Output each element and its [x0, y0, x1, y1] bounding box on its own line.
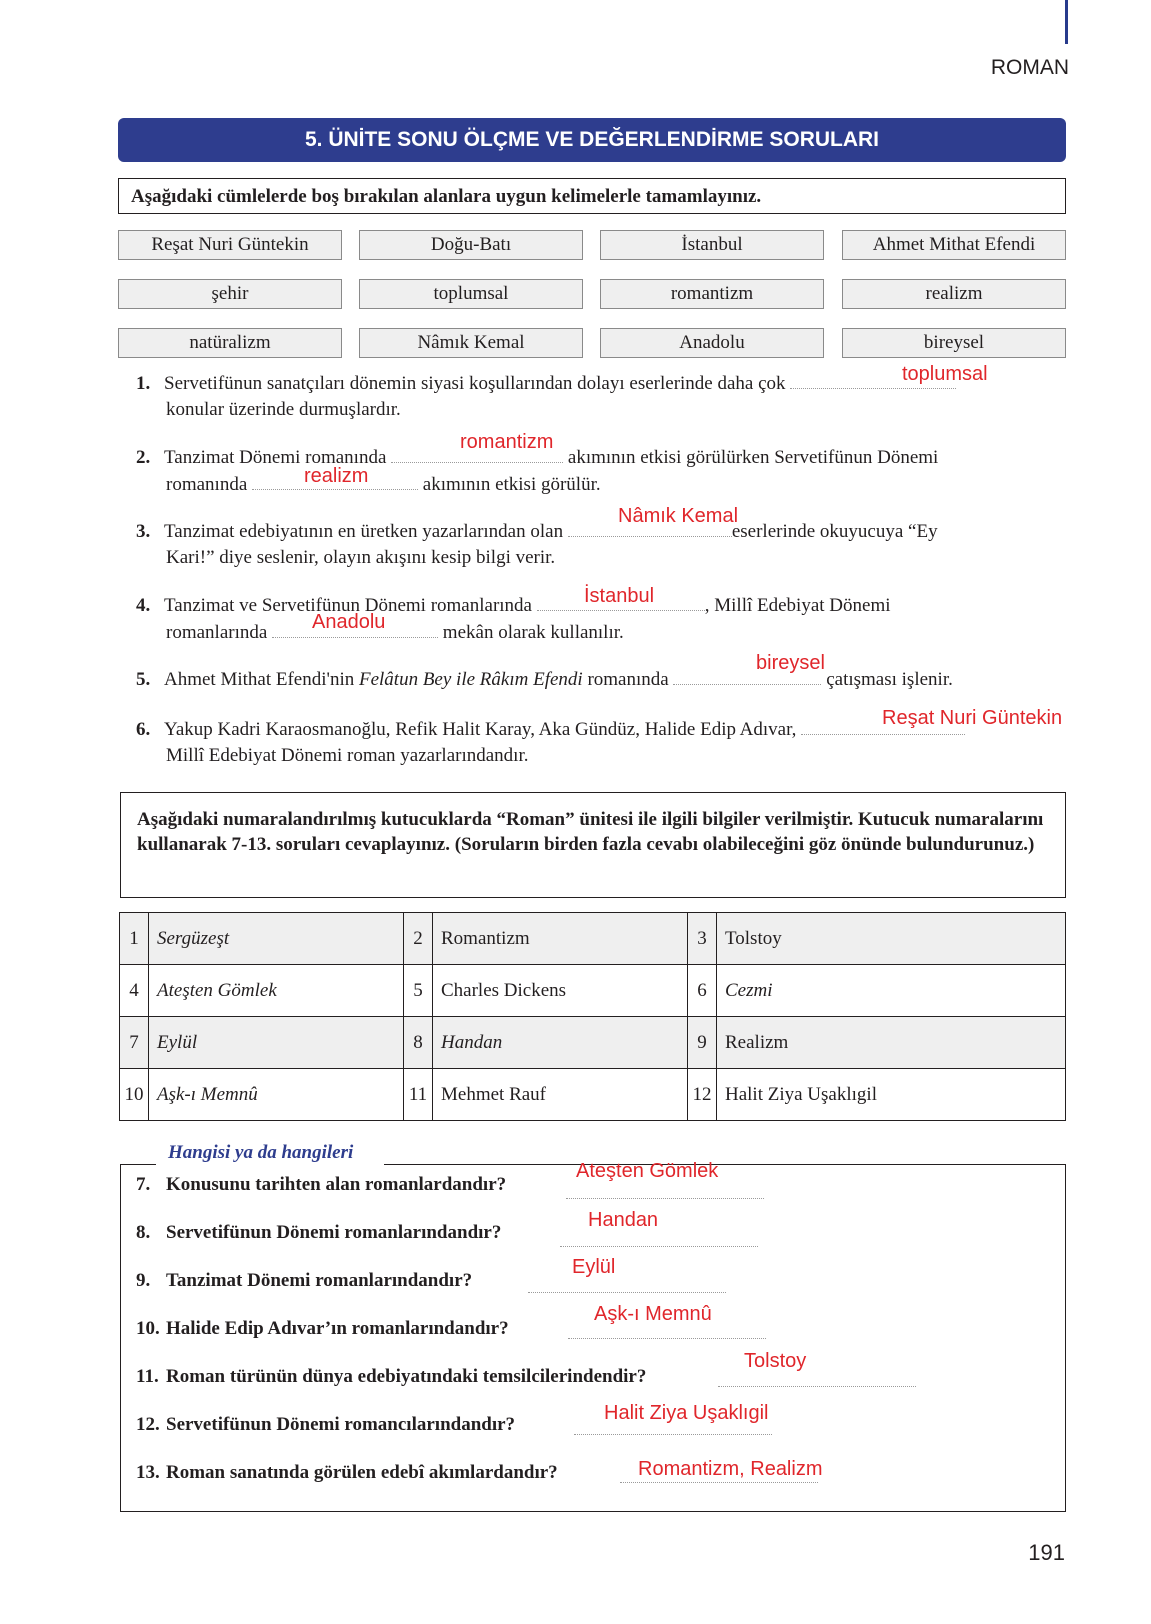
- fill-question-6: [136, 716, 965, 769]
- question-text: konular üzerinde durmuşlardır.: [166, 399, 401, 420]
- question-text: Ahmet Mithat Efendi'nin: [164, 669, 355, 690]
- question-number: 1.: [136, 373, 151, 394]
- handwritten-answer: İstanbul: [584, 585, 655, 607]
- section-title: ROMAN: [990, 56, 1069, 79]
- handwritten-answer: romantizm: [460, 431, 554, 453]
- cell-number: 11: [404, 1069, 433, 1121]
- word-bank-item: realizm: [842, 279, 1066, 309]
- word-bank-item: romantizm: [600, 279, 824, 309]
- word-bank-item: Anadolu: [600, 328, 824, 358]
- question-text: eserlerinde okuyucuya “Ey: [731, 521, 938, 542]
- handwritten-answer: bireysel: [756, 652, 825, 674]
- word-bank-item: Reşat Nuri Güntekin: [118, 230, 342, 260]
- cell-number: 3: [688, 913, 717, 965]
- word-bank-item: İstanbul: [600, 230, 824, 260]
- word-bank-item: Ahmet Mithat Efendi: [842, 230, 1066, 260]
- question-text: Roman türünün dünya edebiyatındaki temsilcilerindendir?: [166, 1366, 647, 1387]
- question-text: Halide Edip Adıvar’ın romanlarındandır?: [166, 1318, 509, 1339]
- question-number: 8.: [136, 1222, 151, 1243]
- cell-text: Romantizm: [433, 913, 688, 965]
- cell-number: 4: [120, 965, 149, 1017]
- question-text: çatışması işlenir.: [826, 669, 953, 690]
- table-row: [120, 913, 1066, 965]
- question-7: [136, 1174, 506, 1196]
- word-bank-item: Nâmık Kemal: [359, 328, 583, 358]
- question-number: 4.: [136, 595, 151, 616]
- cell-text: Handan: [433, 1017, 688, 1069]
- question-12: [136, 1414, 515, 1436]
- cell-text: Ateşten Gömlek: [149, 965, 404, 1017]
- question-text: Millî Edebiyat Dönemi roman yazarlarındandır.: [166, 745, 529, 766]
- question-text: Servetifünun sanatçıları dönemin siyasi koşullarından dolayı eserlerinde daha çok: [164, 373, 786, 394]
- question-number: 13.: [136, 1462, 160, 1483]
- question-text: Tanzimat ve Servetifünun Dönemi romanlarında: [164, 595, 532, 616]
- question-text: Roman sanatında görülen edebî akımlardandır?: [166, 1462, 558, 1483]
- cell-text: Charles Dickens: [433, 965, 688, 1017]
- question-text: romanında: [587, 669, 669, 690]
- cell-number: 5: [404, 965, 433, 1017]
- cell-text: Realizm: [717, 1017, 1066, 1069]
- word-bank-item: Doğu-Batı: [359, 230, 583, 260]
- cell-text: Cezmi: [717, 965, 1066, 1017]
- handwritten-answer: realizm: [304, 465, 369, 487]
- question-number: 2.: [136, 447, 151, 468]
- handwritten-answer: Nâmık Kemal: [618, 505, 739, 527]
- question-number: 7.: [136, 1174, 151, 1195]
- page-banner: 5. ÜNİTE SONU ÖLÇME VE DEĞERLENDİRME SORULARI: [118, 118, 1066, 162]
- question-number: 5.: [136, 669, 151, 690]
- cell-text: Sergüzeşt: [149, 913, 404, 965]
- table-row: [120, 1017, 1066, 1069]
- handwritten-answer: Eylül: [572, 1256, 616, 1278]
- question-text: Servetifünun Dönemi romanlarındandır?: [166, 1222, 502, 1243]
- word-bank-item: bireysel: [842, 328, 1066, 358]
- question-9: [136, 1270, 472, 1292]
- word-bank-item: natüralizm: [118, 328, 342, 358]
- question-number: 12.: [136, 1414, 160, 1435]
- cell-number: 2: [404, 913, 433, 965]
- question-text: Konusunu tarihten alan romanlardandır?: [166, 1174, 507, 1195]
- cell-text: Mehmet Rauf: [433, 1069, 688, 1121]
- answer-blank[interactable]: [528, 1274, 726, 1293]
- cell-text: Eylül: [149, 1017, 404, 1069]
- fill-question-4: [136, 592, 891, 646]
- question-number: 6.: [136, 719, 151, 740]
- question-text: Servetifünun Dönemi romancılarındandır?: [166, 1414, 516, 1435]
- table-row: [120, 1069, 1066, 1121]
- handwritten-answer: Reşat Nuri Güntekin: [882, 707, 1063, 729]
- header-accent-line: [1065, 0, 1068, 44]
- question-11: [136, 1366, 646, 1388]
- cell-number: 12: [688, 1069, 717, 1121]
- table-row: [120, 965, 1066, 1017]
- question-10: [136, 1318, 509, 1340]
- word-bank-item: şehir: [118, 279, 342, 309]
- cell-number: 10: [120, 1069, 149, 1121]
- novel-title: Felâtun Bey ile Râkım Efendi: [358, 669, 583, 690]
- handwritten-answer: Ateşten Gömlek: [576, 1160, 719, 1182]
- fill-question-3: [136, 518, 938, 571]
- cell-number: 1: [120, 913, 149, 965]
- question-13: [136, 1462, 558, 1484]
- question-text: Tanzimat edebiyatının en üretken yazarlarından olan: [164, 521, 564, 542]
- handwritten-answer: Handan: [588, 1209, 659, 1231]
- cell-number: 8: [404, 1017, 433, 1069]
- question-text: Kari!” diye seslenir, olayın akışını kesip bilgi verir.: [166, 547, 556, 568]
- instruction-box-1: Aşağıdaki cümlelerde boş bırakılan alanlara uygun kelimelerle tamamlayınız.: [118, 178, 1066, 214]
- cell-text: Halit Ziya Uşaklıgil: [717, 1069, 1066, 1121]
- handwritten-answer: Anadolu: [312, 611, 386, 633]
- question-text: , Millî Edebiyat Dönemi: [704, 595, 891, 616]
- hangisi-label: Hangisi ya da hangileri: [168, 1142, 354, 1163]
- fill-question-5: [136, 666, 953, 693]
- question-number: 3.: [136, 521, 151, 542]
- handwritten-answer: toplumsal: [902, 363, 988, 385]
- fill-question-1: [136, 370, 956, 423]
- question-text: mekân olarak kullanılır.: [442, 622, 624, 643]
- word-bank-item: toplumsal: [359, 279, 583, 309]
- cell-number: 7: [120, 1017, 149, 1069]
- question-text: romanlarında: [166, 622, 268, 643]
- question-text: Tanzimat Dönemi romanlarındandır?: [166, 1270, 473, 1291]
- question-text: akımının etkisi görülür.: [422, 474, 601, 495]
- cell-text: Aşk-ı Memnû: [149, 1069, 404, 1121]
- question-text: Yakup Kadri Karaosmanoğlu, Refik Halit Karay, Aka Gündüz, Halide Edip Adıvar,: [164, 719, 797, 740]
- question-text: akımının etkisi görülürken Servetifünun Dönemi: [567, 447, 939, 468]
- question-number: 10.: [136, 1318, 160, 1339]
- cell-text: Tolstoy: [717, 913, 1066, 965]
- instruction-box-2: Aşağıdaki numaralandırılmış kutucuklarda “Roman” ünitesi ile ilgili bilgiler verilmiştir. Kutucuk numaralarını kullanarak 7-13. soruları cevaplayınız. (Soruların birden fazla cevabı olabileceğini göz önünde bulundurunuz.): [120, 792, 1066, 898]
- handwritten-answer: Aşk-ı Memnû: [594, 1303, 712, 1325]
- question-number: 9.: [136, 1270, 151, 1291]
- question-number: 11.: [136, 1366, 159, 1387]
- numbered-info-table: [119, 912, 1066, 1121]
- page-number: 191: [1028, 1540, 1065, 1565]
- question-text: Tanzimat Dönemi romanında: [164, 447, 387, 468]
- cell-number: 6: [688, 965, 717, 1017]
- handwritten-answer: Halit Ziya Uşaklıgil: [604, 1402, 769, 1424]
- cell-number: 9: [688, 1017, 717, 1069]
- question-text: romanında: [166, 474, 248, 495]
- question-8: [136, 1222, 501, 1244]
- handwritten-answer: Romantizm, Realizm: [638, 1458, 823, 1480]
- handwritten-answer: Tolstoy: [744, 1350, 807, 1372]
